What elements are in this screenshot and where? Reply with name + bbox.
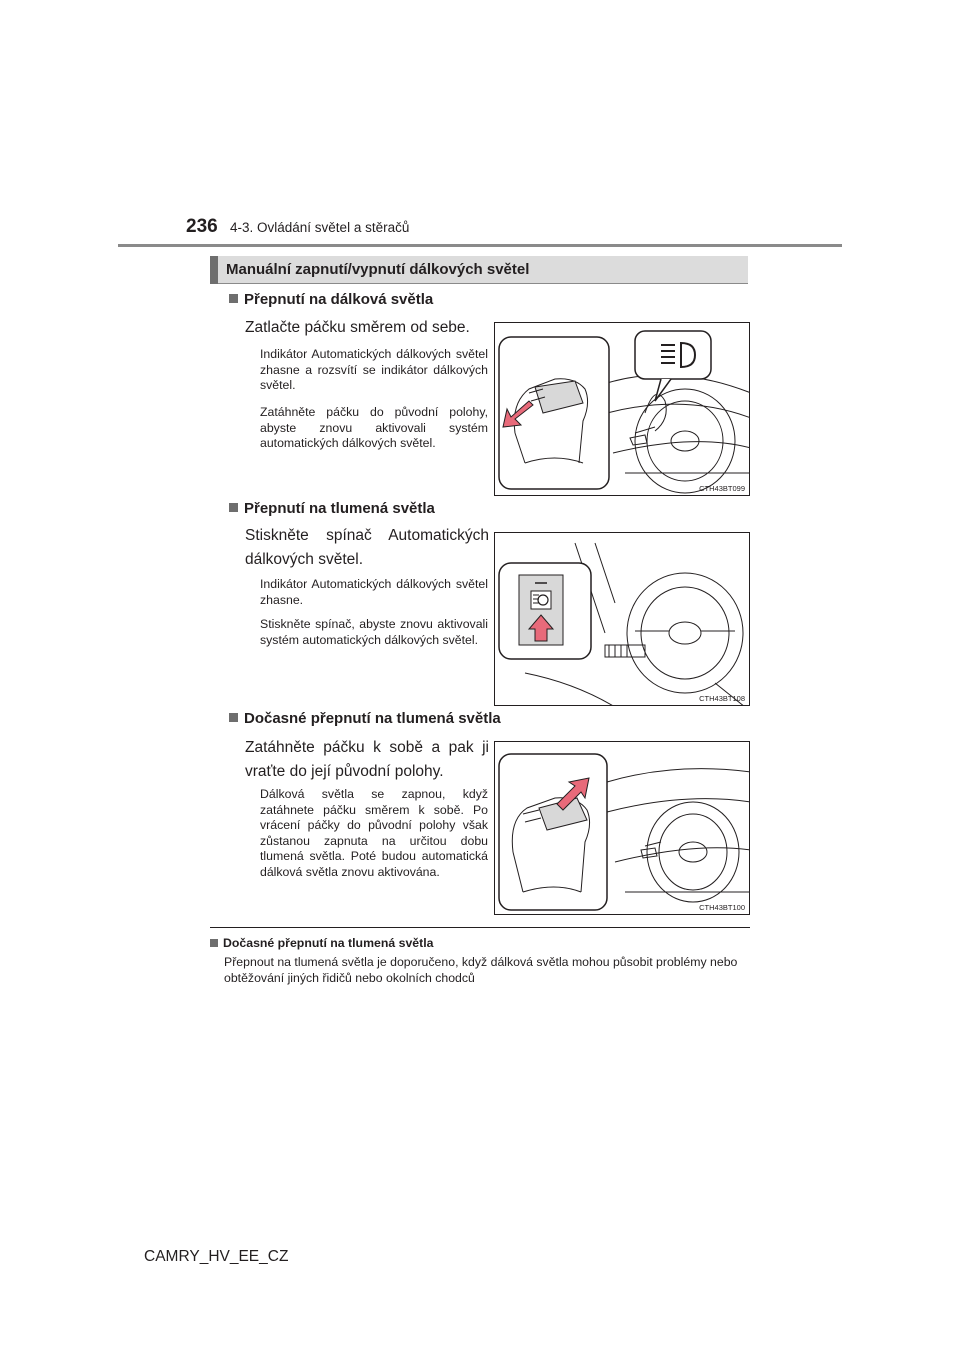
bullet-square-icon	[229, 503, 238, 512]
figure-code: CTH43BT100	[699, 903, 745, 912]
subheading-temporary-low-beam	[229, 710, 501, 727]
figure-press-switch	[494, 532, 750, 706]
step-text: Zatáhněte páčku k sobě a pak ji vraťte do její původní polohy.	[245, 739, 489, 780]
subheading-label: Přepnutí na dálková světla	[244, 291, 434, 308]
lever-push-illustration	[495, 323, 750, 496]
switch-press-illustration	[495, 533, 750, 706]
note-text: Dálková světla se zapnou, když zatáhnete páčku směrem k sobě. Po vrácení páčky do původní polohy však zůstanou zapnuta na určitou dobu tlumená světla. Poté budou automatická dálková světla znovu aktivována.	[260, 787, 488, 879]
section-heading-bar	[210, 256, 218, 284]
figure-code: CTH43BT108	[699, 694, 745, 703]
bullet-square-icon	[229, 294, 238, 303]
section-heading	[210, 256, 748, 284]
lever-pull-illustration	[495, 742, 750, 915]
info-text: Přepnout na tlumená světla je doporučeno, když dálková světla mohou působit problémy nebo obtěžování jiných řidičů nebo okolních chodců	[224, 955, 738, 985]
subheading-label: Přepnutí na tlumená světla	[244, 500, 435, 517]
figure-code: CTH43BT099	[699, 484, 745, 493]
page-number: 236	[186, 216, 218, 237]
bullet-square-icon	[210, 939, 218, 947]
figure-pull-lever	[494, 741, 750, 915]
chapter-title: 4-3. Ovládání světel a stěračů	[230, 220, 410, 235]
info-heading	[210, 936, 433, 950]
manual-code: CAMRY_HV_EE_CZ	[144, 1248, 289, 1265]
subheading-high-beam	[229, 291, 433, 308]
note-text: Indikátor Automatických dálkových světel zhasne a rozsvítí se indikátor dálkových světel.	[260, 347, 488, 393]
step-text: Stiskněte spínač Automatických dálkových světel.	[245, 527, 489, 568]
bullet-square-icon	[229, 713, 238, 722]
note-text: Zatáhněte páčku do původní polohy, abyste znovu aktivovali systém automatických dálkových světel.	[260, 405, 488, 451]
figure-push-lever	[494, 322, 750, 496]
subheading-low-beam	[229, 500, 435, 517]
step-text: Zatlačte páčku směrem od sebe.	[245, 319, 470, 336]
info-divider	[210, 927, 750, 928]
note-text: Stiskněte spínač, abyste znovu aktivovali systém automatických dálkových světel.	[260, 617, 488, 647]
header-divider	[118, 244, 842, 247]
subheading-label: Dočasné přepnutí na tlumená světla	[244, 710, 501, 727]
section-title: Manuální zapnutí/vypnutí dálkových světel	[226, 261, 530, 278]
info-heading-label: Dočasné přepnutí na tlumená světla	[223, 936, 434, 950]
note-text: Indikátor Automatických dálkových světel zhasne.	[260, 577, 488, 607]
